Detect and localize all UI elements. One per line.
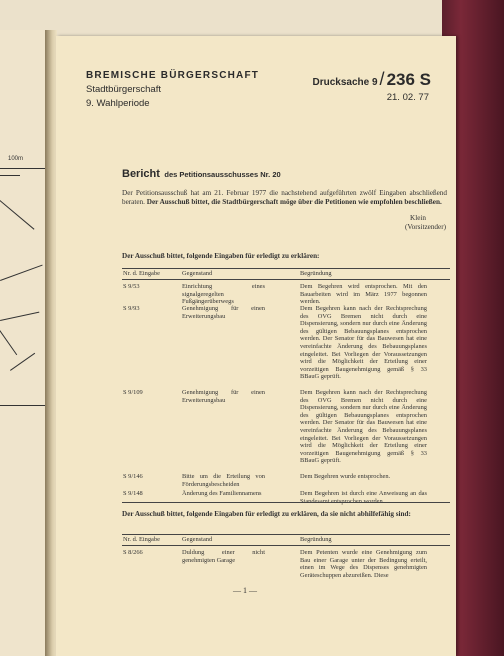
signature-role: (Vorsitzender) bbox=[405, 223, 446, 231]
row-gegenstand: Bitte um die Erteilung von Förderungsbescheiden bbox=[182, 473, 265, 488]
map-scale-label: 100m bbox=[8, 156, 24, 162]
page-number: — 1 — bbox=[233, 586, 257, 595]
title-main: Bericht bbox=[122, 168, 160, 180]
left-page-map bbox=[0, 30, 46, 656]
row-nr: S 8/266 bbox=[123, 549, 143, 556]
row-nr: S 9/146 bbox=[123, 473, 143, 480]
row-begruendung: Dem Begehren ist durch eine Anweisung an das Standesamt entsprochen worden. bbox=[300, 490, 427, 505]
org-subtitle: Stadtbürgerschaft bbox=[86, 84, 161, 95]
table-row bbox=[122, 305, 450, 389]
col-header-begruendung: Begründung bbox=[300, 270, 332, 277]
table-row bbox=[122, 473, 450, 490]
document-reference bbox=[313, 69, 432, 103]
intro-paragraph bbox=[122, 189, 447, 207]
org-name: BREMISCHE BÜRGERSCHAFT bbox=[86, 70, 260, 81]
slash: / bbox=[379, 69, 385, 89]
intro-bold-text: Der Ausschuß bittet, die Stadtbürgerschaft möge über die Petitionen wie empfohlen beschließen. bbox=[146, 198, 442, 206]
section1-bottom-rule bbox=[122, 502, 450, 503]
row-begruendung: Dem Begehren wurde entsprochen. bbox=[300, 473, 391, 480]
letterhead bbox=[86, 70, 259, 109]
table-row bbox=[122, 389, 450, 473]
table-header bbox=[122, 268, 450, 280]
row-nr: S 9/109 bbox=[123, 389, 143, 396]
col-header-gegenstand: Gegenstand bbox=[182, 536, 213, 543]
row-gegenstand: Duldung einer nicht genehmigten Garage bbox=[182, 549, 265, 564]
row-nr: S 9/93 bbox=[123, 305, 140, 312]
section1-heading: Der Ausschuß bittet, folgende Eingaben für erledigt zu erklären: bbox=[122, 252, 320, 260]
row-gegenstand: Einrichtung eines signalgeregelten Fußgängerüberwegs bbox=[182, 283, 265, 306]
table-row bbox=[122, 283, 450, 305]
title-rest: des Petitionsausschusses Nr. 20 bbox=[164, 170, 281, 179]
row-gegenstand: Genehmigung für einen Erweiterungsbau bbox=[182, 389, 265, 404]
report-title bbox=[122, 164, 281, 182]
drucksache-label: Drucksache 9 bbox=[312, 77, 378, 88]
table-row bbox=[122, 549, 450, 589]
col-header-gegenstand: Gegenstand bbox=[182, 270, 213, 277]
document-date: 21. 02. 77 bbox=[386, 92, 429, 103]
section2-table bbox=[122, 534, 450, 589]
row-begruendung: Dem Petenten wurde eine Genehmigung zum Bau einer Garage unter der Bedingung erteilt, einen im Wege des Dispenses genehmigten Geräteschuppen abzureißen. Diese bbox=[300, 549, 427, 579]
signature-block bbox=[316, 214, 446, 232]
legislative-period: 9. Wahlperiode bbox=[86, 98, 150, 109]
signature-name: Klein bbox=[410, 214, 426, 222]
col-header-nr: Nr. d. Eingabe bbox=[123, 536, 160, 543]
row-gegenstand: Änderung des Familiennamens bbox=[182, 490, 262, 497]
row-begruendung: Dem Begehren kann nach der Rechtsprechung des OVG Bremen nicht durch eine Dispensierung, sondern nur durch eine Änderung des gültigen Bebauungsplanes entsprochen werden. Der Senator für das Bauwesen hat eine vereinfachte Änderung des Bebauungsplanes eingeleitet. Bei Vorliegen der Voraussetzungen wird die Möglichkeit der Erteilung einer vorzeitigen Baugenehmigung gemäß § 33 BBauG geprüft. bbox=[300, 305, 427, 381]
row-begruendung: Dem Begehren kann nach der Rechtsprechung des OVG Bremen nicht durch eine Dispensierung, sondern nur durch eine Änderung des gültigen Bebauungsplanes entsprochen werden. Der Senator für das Bauwesen hat eine vereinfachte Änderung des Bebauungsplanes eingeleitet. Bei Vorliegen der Voraussetzungen wird die Möglichkeit der Erteilung einer vorzeitigen Baugenehmigung gemäß § 33 BBauG geprüft. bbox=[300, 389, 427, 465]
table-header bbox=[122, 534, 450, 546]
col-header-nr: Nr. d. Eingabe bbox=[123, 270, 160, 277]
row-nr: S 9/148 bbox=[123, 490, 143, 497]
col-header-begruendung: Begründung bbox=[300, 536, 332, 543]
intro-text: Der Petitionsausschuß hat am 21. Februar 1977 die nachstehend aufgeführten zwölf Eingaben abschließend beraten. bbox=[122, 189, 447, 206]
row-gegenstand: Genehmigung für einen Erweiterungsbau bbox=[182, 305, 265, 320]
row-begruendung: Dem Begehren wird entsprochen. Mit den Bauarbeiten wird im März 1977 begonnen werden. bbox=[300, 283, 427, 306]
document-page bbox=[56, 36, 456, 656]
row-nr: S 9/53 bbox=[123, 283, 140, 290]
section1-table bbox=[122, 268, 450, 514]
drucksache-number: 236 S bbox=[386, 70, 431, 89]
section2-heading: Der Ausschuß bittet, folgende Eingaben für erledigt zu erklären, da sie nicht abhilfefähig sind: bbox=[122, 510, 411, 518]
